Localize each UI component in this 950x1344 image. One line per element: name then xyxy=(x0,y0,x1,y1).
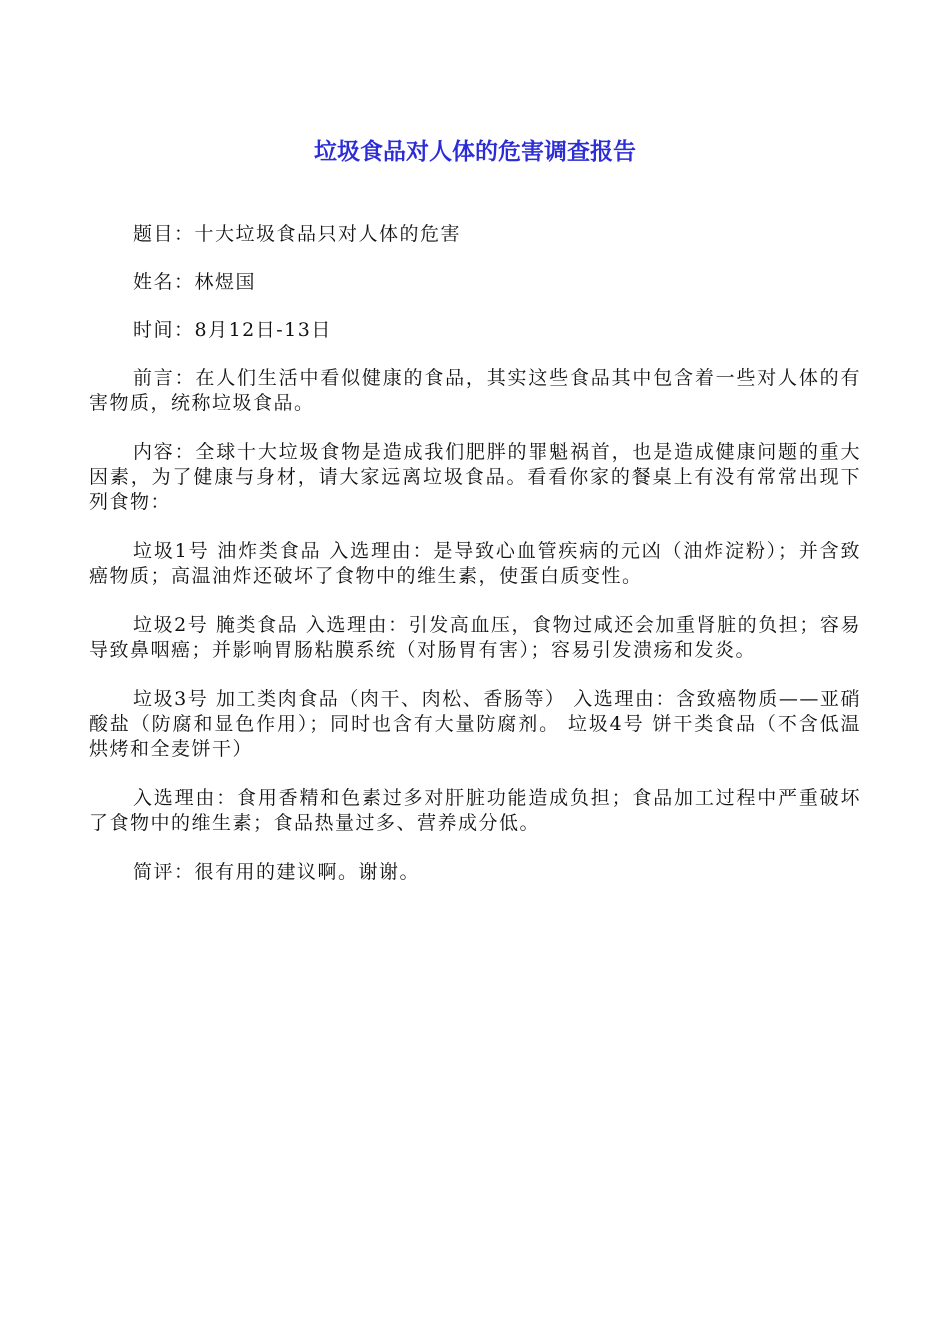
paragraph-comment: 简评：很有用的建议啊。谢谢。 xyxy=(133,861,421,883)
paragraph-name: 姓名：林煜国 xyxy=(133,271,257,293)
paragraph-topic: 题目：十大垃圾食品只对人体的危害 xyxy=(133,223,462,245)
paragraph-junk-3-4: 垃圾3号 加工类肉食品（肉干、肉松、香肠等） 入选理由：含致癌物质——亚硝酸盐（防腐和显色作用）；同时也含有大量防腐剂。 垃圾4号 饼干类食品（不含低温烘烤和全麦饼干） xyxy=(89,688,861,760)
paragraph-reason: 入选理由：食用香精和色素过多对肝脏功能造成负担；食品加工过程中严重破坏了食物中的维生素；食品热量过多、营养成分低。 xyxy=(89,787,861,834)
paragraph-content: 内容：全球十大垃圾食物是造成我们肥胖的罪魁祸首，也是造成健康问题的重大因素，为了健康与身材，请大家远离垃圾食品。看看你家的餐桌上有没有常常出现下列食物： xyxy=(89,441,861,513)
document-title: 垃圾食品对人体的危害调查报告 xyxy=(314,139,636,165)
paragraph-junk-1: 垃圾1号 油炸类食品 入选理由：是导致心血管疾病的元凶（油炸淀粉）；并含致癌物质；高温油炸还破坏了食物中的维生素，使蛋白质变性。 xyxy=(89,540,861,587)
paragraph-preface: 前言：在人们生活中看似健康的食品，其实这些食品其中包含着一些对人体的有害物质，统称垃圾食品。 xyxy=(89,367,861,414)
document-body xyxy=(89,222,861,909)
paragraph-time: 时间：8月12日-13日 xyxy=(133,319,332,341)
paragraph-junk-2: 垃圾2号 腌类食品 入选理由：引发高血压，食物过咸还会加重肾脏的负担；容易导致鼻咽癌；并影响胃肠粘膜系统（对肠胃有害）；容易引发溃疡和发炎。 xyxy=(89,614,861,661)
